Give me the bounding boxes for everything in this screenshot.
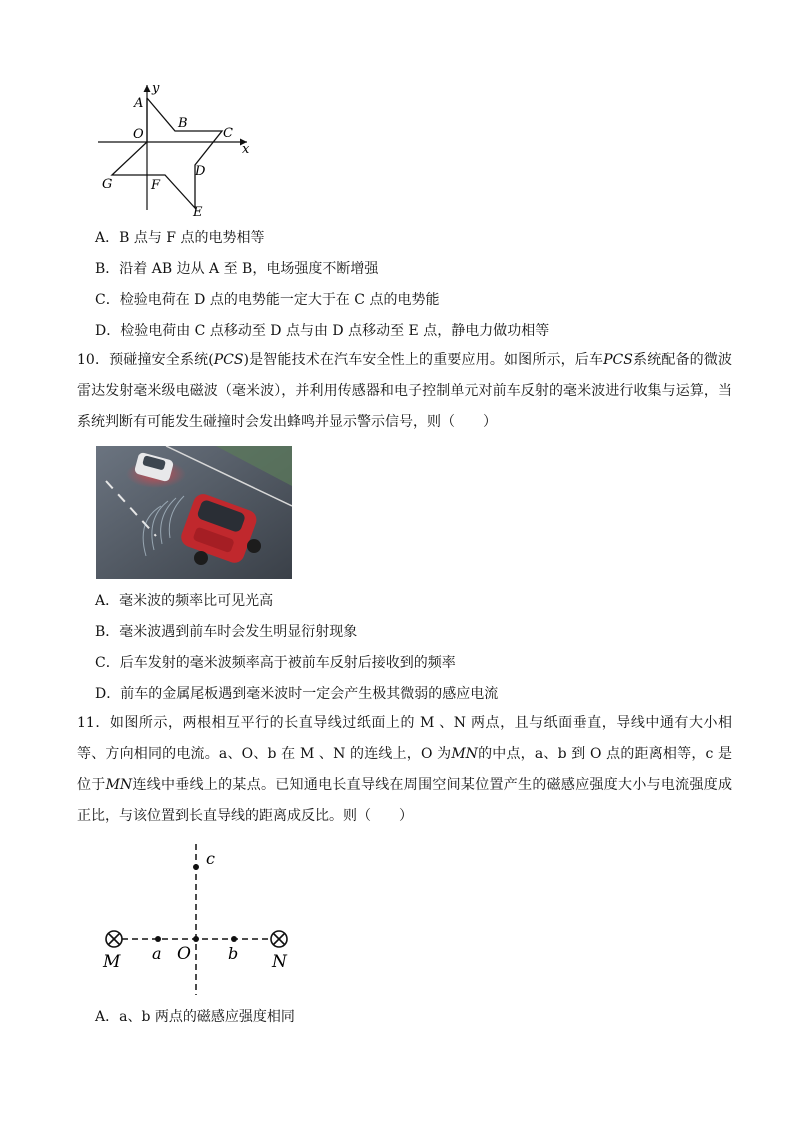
q9-option-d: D．检验电荷由 C 点移动至 D 点与由 D 点移动至 E 点，静电力做功相等 (95, 323, 550, 339)
label-a: a (152, 944, 162, 963)
point-o (193, 936, 199, 942)
label-y: y (152, 81, 160, 96)
wire-m-icon (106, 931, 122, 947)
q10-option-a: A．毫米波的频率比可见光高 (95, 593, 274, 609)
q11-stem: 11．如图所示，两根相互平行的长直导线过纸面上的 M 、N 两点，且与纸面垂直，导线中通有大小相等、方向相同的电流。a、O、b 在 M 、N 的连线上，O 为MN的中点，a、b 到 O 点的距离相等，c 是位于MN连线中垂线上的某点。已知通电长直导线在周围空间某位置产生的磁感应强度大小与电流强度成正比，与该位置到长直导线的距离成反比。则（ ） (77, 715, 733, 824)
label-E: E (193, 205, 203, 220)
label-A: A (134, 96, 144, 111)
q11-figure (96, 840, 306, 1000)
q9-option-b: B．沿着 AB 边从 A 至 B，电场强度不断增强 (95, 261, 379, 277)
label-M: M (103, 952, 121, 972)
car-radar-photo (96, 446, 292, 579)
q9-option-a: A．B 点与 F 点的电势相等 (95, 230, 265, 246)
q9-option-c: C．检验电荷在 D 点的电势能一定大于在 C 点的电势能 (95, 292, 440, 308)
wire-n-icon (271, 931, 287, 947)
q9-figure (92, 80, 262, 220)
label-c: c (206, 849, 215, 868)
label-O: O (177, 944, 191, 964)
q11-option-a: A．a、b 两点的磁感应强度相同 (95, 1009, 295, 1025)
star-loop (112, 98, 222, 208)
q10-stem: 10．预碰撞安全系统(PCS)是智能技术在汽车安全性上的重要应用。如图所示，后车PCS系统配备的微波雷达发射毫米级电磁波（毫米波），并利用传感器和电子控制单元对前车反射的毫米波进行收集与运算，当系统判断有可能发生碰撞时会发出蜂鸣并显示警示信号，则（ ） (77, 352, 733, 430)
label-b: b (228, 944, 239, 963)
q10-option-c: C．后车发射的毫米波频率高于被前车反射后接收到的频率 (95, 655, 456, 671)
label-G: G (102, 177, 113, 192)
label-D: D (195, 164, 206, 179)
label-O: O (133, 127, 144, 142)
point-b (231, 936, 237, 942)
label-F: F (151, 178, 161, 193)
point-a (155, 936, 161, 942)
label-x: x (242, 142, 250, 157)
q10-option-d: D．前车的金属尾板遇到毫米波时一定会产生极其微弱的感应电流 (95, 686, 499, 702)
label-C: C (223, 126, 233, 141)
label-N: N (272, 952, 287, 972)
q10-option-b: B．毫米波遇到前车时会发生明显衍射现象 (95, 624, 358, 640)
label-B: B (178, 116, 188, 131)
point-c (193, 864, 199, 870)
